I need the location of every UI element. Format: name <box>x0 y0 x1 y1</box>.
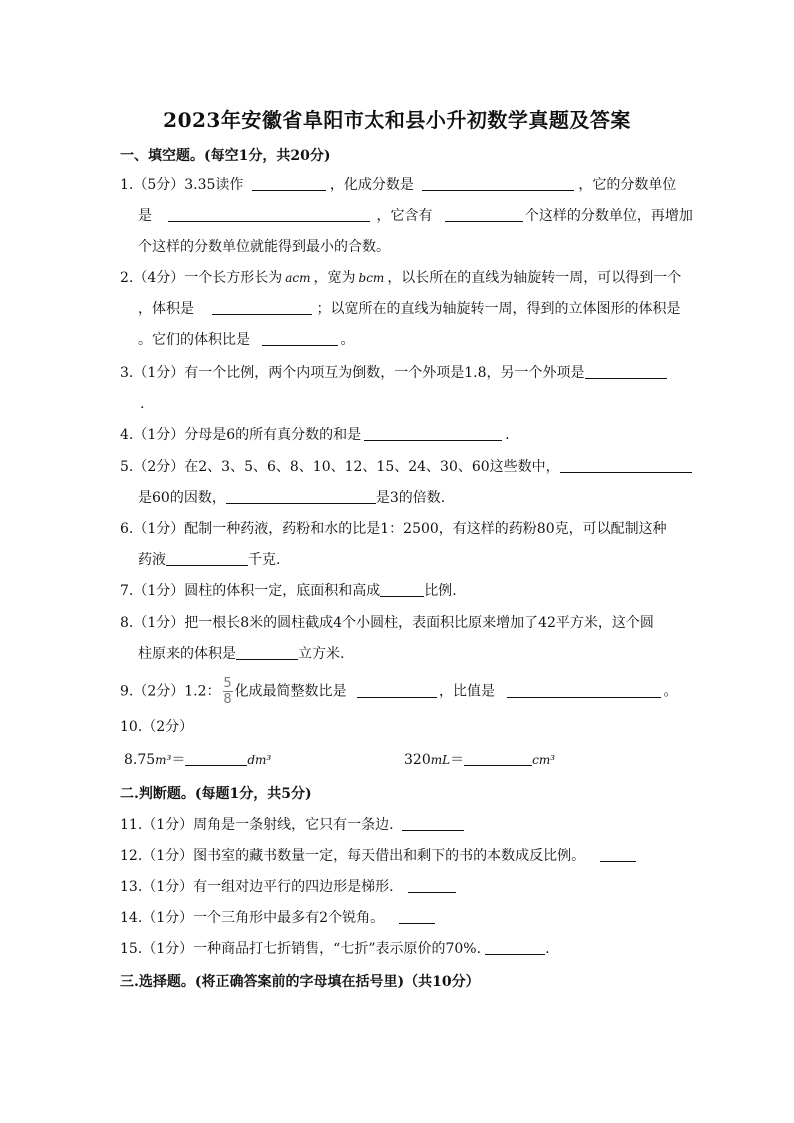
q2-text: ，体积是 <box>138 301 194 317</box>
answer-blank[interactable] <box>464 750 532 766</box>
q12-text: 12.（1分）图书室的藏书数量一定，每天借出和剩下的书的本数成反比例。 <box>120 848 586 864</box>
unit-acm: acm <box>285 271 311 285</box>
section-heading-true-false: 二.判断题。(每题1分，共5分) <box>120 786 312 802</box>
q14-text: 14.（1分）一个三角形中最多有2个锐角。 <box>120 910 385 926</box>
q9-text: ，比值是 <box>438 683 495 700</box>
question-11 <box>120 815 464 835</box>
question-13 <box>120 877 456 897</box>
q4-text: 4.（1分）分母是6的所有真分数的和是 <box>120 427 362 443</box>
q1-text: ，化成分数是 <box>329 177 414 193</box>
q6-text: 药液 <box>138 552 166 568</box>
question-9-line-1 <box>120 677 677 706</box>
section-heading-multiple-choice: 三.选择题。(将正确答案前的字母填在括号里)（共10分） <box>120 974 480 990</box>
q2-text: ；以宽所在的直线为轴旋转一周，得到的立体图形的体积是 <box>316 301 681 317</box>
answer-blank[interactable] <box>185 750 247 766</box>
answer-blank[interactable] <box>212 299 312 315</box>
question-3-line-2: . <box>140 396 145 412</box>
answer-blank[interactable] <box>166 550 248 566</box>
unit-dm3: dm³ <box>247 753 272 767</box>
question-6-line-1: 6.（1分）配制一种药液，药粉和水的比是1：2500，有这样的药粉80克，可以配制这种 <box>120 521 667 537</box>
answer-blank[interactable] <box>445 206 523 222</box>
question-5-line-1 <box>120 457 692 477</box>
q1-text: 1.（5分）3.35读作 <box>120 177 244 193</box>
question-7-line-1 <box>120 581 457 601</box>
q2-text: 。它们的体积比是 <box>138 332 250 348</box>
q9-text: 化成最简整数比是 <box>234 683 347 700</box>
answer-blank[interactable] <box>402 815 464 831</box>
q9-text: 9.（2分）1.2： <box>120 683 221 700</box>
answer-blank[interactable] <box>168 206 370 222</box>
q10-value: 8.75 <box>124 752 156 768</box>
answer-blank[interactable] <box>485 939 545 955</box>
q9-text: 。 <box>663 683 678 700</box>
answer-blank[interactable] <box>380 581 424 597</box>
q5-text: 5.（2分）在2、3、5、6、8、10、12、15、24、30、60这些数中， <box>120 459 560 475</box>
answer-blank[interactable] <box>600 846 636 862</box>
unit-ml: mL <box>430 753 451 767</box>
question-2-line-1 <box>120 268 681 288</box>
answer-blank[interactable] <box>252 175 326 191</box>
q7-text: 7.（1分）圆柱的体积一定，底面积和高成 <box>120 583 381 599</box>
answer-blank[interactable] <box>364 425 502 441</box>
q5-text: 是60的因数， <box>138 490 226 506</box>
section-heading-fill-blank: 一、填空题。(每空1分，共20分) <box>120 148 331 164</box>
answer-blank[interactable] <box>507 682 661 698</box>
equals-sign: ＝ <box>171 752 186 768</box>
q11-text: 11.（1分）周角是一条射线，它只有一条边. <box>120 817 394 833</box>
question-15 <box>120 939 550 959</box>
q7-text: 比例. <box>424 583 457 599</box>
question-10-right-conversion <box>404 750 555 770</box>
question-10-label: 10.（2分） <box>120 719 194 735</box>
equals-sign: ＝ <box>450 752 465 768</box>
page-title: 2023年安徽省阜阳市太和县小升初数学真题及答案 <box>163 108 631 132</box>
q8-text: 柱原来的体积是 <box>138 646 236 662</box>
fraction-five-eighths <box>223 677 233 706</box>
q15-text: 15.（1分）一种商品打七折销售，“七折”表示原价的70%. <box>120 941 482 957</box>
question-1-line-2 <box>138 206 693 226</box>
q13-text: 13.（1分）有一组对边平行的四边形是梯形. <box>120 879 394 895</box>
q10-value: 320 <box>404 752 431 768</box>
question-2-line-2 <box>138 299 680 319</box>
unit-cm3: cm³ <box>532 753 556 767</box>
question-8-line-1: 8.（1分）把一根长8米的圆柱截成4个小圆柱，表面积比原来增加了42平方米，这个圆 <box>120 615 654 631</box>
answer-blank[interactable] <box>408 877 456 893</box>
q5-text: 是3的倍数. <box>375 490 446 506</box>
unit-m3: m³ <box>155 753 172 767</box>
question-8-line-2 <box>138 644 344 664</box>
fraction-denominator: 8 <box>223 692 232 707</box>
unit-bcm: bcm <box>358 271 385 285</box>
question-1-line-1 <box>120 175 676 195</box>
fraction-numerator: 5 <box>223 676 232 691</box>
question-6-line-2 <box>138 550 280 570</box>
q2-text: 。 <box>340 332 355 348</box>
q2-text: ，宽为 <box>313 270 356 286</box>
answer-blank[interactable] <box>236 644 298 660</box>
answer-blank[interactable] <box>560 457 692 473</box>
answer-blank[interactable] <box>422 175 574 191</box>
answer-blank[interactable] <box>226 488 376 504</box>
q4-text: . <box>505 427 510 443</box>
answer-blank[interactable] <box>585 363 667 379</box>
q15-text: . <box>545 941 550 957</box>
q1-text: ，它含有 <box>376 208 433 224</box>
answer-blank[interactable] <box>357 682 437 698</box>
question-4-line-1 <box>120 425 510 445</box>
question-1-line-3: 个这样的分数单位就能得到最小的合数。 <box>138 239 390 255</box>
q1-text: 个这样的分数单位，再增加 <box>524 208 693 224</box>
question-2-line-3 <box>138 330 354 350</box>
answer-blank[interactable] <box>399 908 435 924</box>
q2-text: 2.（4分）一个长方形长为 <box>120 270 283 286</box>
question-14 <box>120 908 435 928</box>
q8-text: 立方米. <box>298 646 345 662</box>
q3-text: 3.（1分）有一个比例，两个内项互为倒数，一个外项是1.8，另一个外项是 <box>120 365 585 381</box>
question-10-left-conversion <box>124 750 271 770</box>
answer-blank[interactable] <box>262 330 338 346</box>
question-5-line-2 <box>138 488 445 508</box>
q2-text: ，以长所在的直线为轴旋转一周，可以得到一个 <box>387 270 682 286</box>
q1-text: ，它的分数单位 <box>578 177 677 193</box>
q1-text: 是 <box>138 208 152 224</box>
question-12 <box>120 846 636 866</box>
question-3-line-1 <box>120 363 667 383</box>
q6-text: 千克. <box>248 552 281 568</box>
